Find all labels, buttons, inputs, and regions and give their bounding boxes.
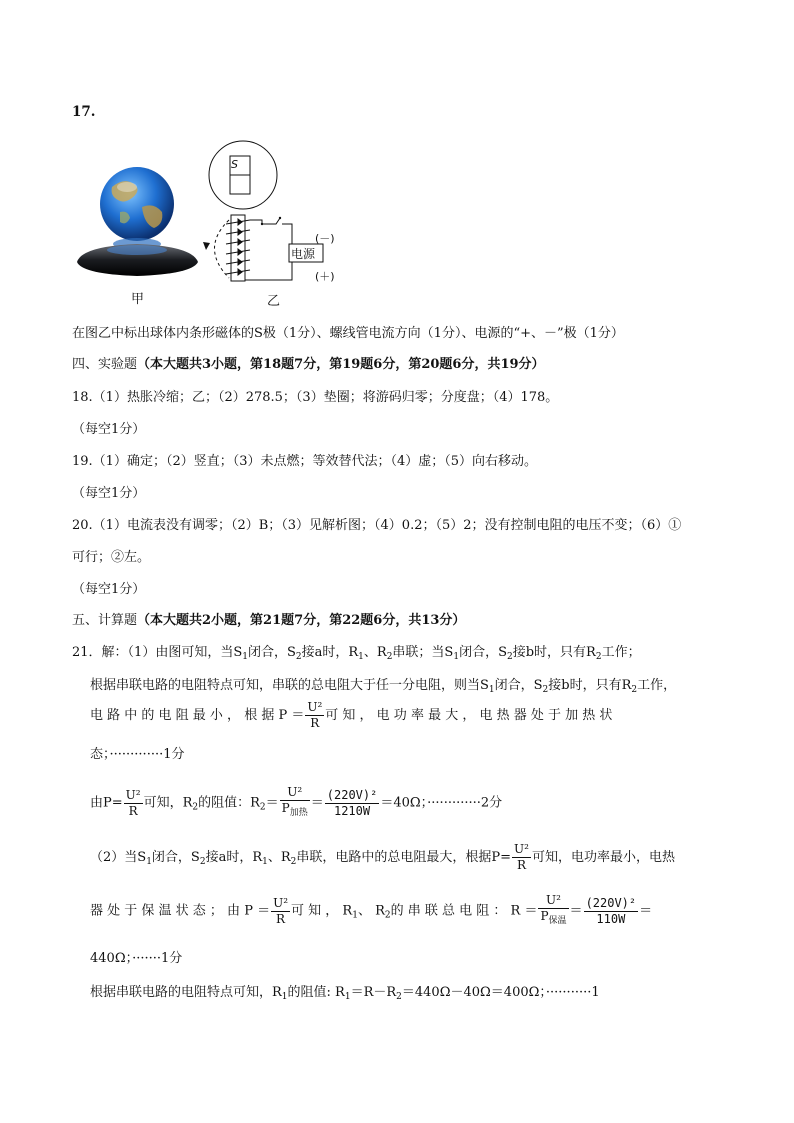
q21-l2-d: 工作， [637,678,677,693]
denominator: R [310,716,320,730]
numerator: (220V)² [585,895,637,910]
fraction-220v-over-110w [584,896,639,927]
section-5-heading [72,612,465,630]
sub: 2 [192,802,199,813]
denominator: R [516,858,526,872]
sub: 1 [488,685,495,695]
fraction-u2-over-r [124,788,143,819]
sub: 2 [199,857,206,867]
p-symbol: P [281,801,290,815]
q21-l1-b: 闭合，S [247,645,296,660]
q21-l9-b: 的阻值: R [287,985,345,1000]
sub: 加热 [289,808,308,818]
fraction-220v-over-1210w [325,788,380,819]
q21-l7-a: 器 处 于 保 温 状 态 ； 由 P ＝ [90,903,271,919]
p-symbol: P [540,909,549,923]
q21-line6 [90,842,675,873]
globe-sphere [100,167,174,241]
pole-label: S [231,158,238,171]
numerator: U² [125,787,141,802]
q21-line4: 态；·············1分 [90,747,185,762]
section-4-detail: （本大题共3小题，第18题7分，第19题6分，第20题6分，共19分） [137,357,545,372]
q19-answer: 19.（1）确定；（2）竖直；（3）未点燃；等效替代法；（4）虚；（5）向右移动。 [72,454,538,469]
sub: 2 [595,652,602,662]
denominator [280,801,310,821]
plus-terminal-label: (＋) [315,270,335,283]
q21-l3-b: 可 知 ， 电 功 率 最 大 ， 电 热 器 处 于 加 热 状 [325,708,613,723]
q21-l9-d: ＝440Ω－40Ω＝400Ω；···········1 [401,985,600,1000]
q19-note: （每空1分） [72,486,146,501]
q21-l1-f: 闭合，S [459,645,507,660]
question-number-17: 17. [72,104,96,120]
section-4-title: 四、实验题 [72,357,138,372]
q21-l2-c: 接b时，只有R [548,678,632,693]
solenoid-circuit-figure [196,138,356,288]
fraction-u2-over-r [305,700,324,731]
q21-l7-d: 的 串 联 总 电 阻 ： R ＝ [390,903,538,919]
q21-l5-b: 可知，R [143,795,193,811]
globe-figure [72,162,204,287]
q21-l6-d: 、R [267,850,291,865]
q21-l6-e: 串联，电路中的总电阻最大，根据P= [296,850,512,865]
sub: 2 [386,652,393,662]
denominator [538,909,568,929]
sub: 保温 [548,916,567,926]
sub: 1 [344,992,351,1002]
sub: 2 [290,857,297,867]
q21-l1-a: 21．解：（1）由图可知，当S [72,645,243,660]
denominator: 110W [596,911,626,926]
numerator: (220V)² [326,787,378,802]
minus-terminal-label: (－) [315,232,335,245]
fraction-u2-over-r [271,896,290,927]
q17-instruction: 在图乙中标出球体内条形磁体的S极（1分）、螺线管电流方向（1分）、电源的“+、－”极（1分） [72,326,624,341]
power-source-label: 电源 [291,247,316,261]
q21-l5-f: ＝40Ω；·············2分 [380,795,503,811]
q21-l1-d: 、R [363,645,387,660]
sub: 1 [242,652,248,662]
sub: 2 [542,685,549,695]
sub: 1 [146,857,152,867]
q21-l9-c: ＝R－R [350,985,397,1000]
figure-label-jia: 甲 [131,292,145,307]
sub: 1 [281,992,288,1002]
q21-line7 [90,893,652,929]
q21-l2-a: 根据串联电路的电阻特点可知，串联的总电阻大于任一分电阻，则当S [90,678,489,693]
sub: 2 [259,802,266,813]
q21-l7-c: 、 R [357,903,385,919]
q21-l6-f: 可知，电功率最小，电热 [531,850,675,865]
q21-l5-e: ＝ [310,795,324,811]
q21-l5-d: ＝ [265,795,279,811]
q21-l9-a: 根据串联电路的电阻特点可知，R [90,985,282,1000]
sub: 2 [384,910,391,921]
fraction-u2-over-pwarm [538,893,568,929]
q21-line1 [72,644,641,666]
sub: 2 [396,992,402,1002]
q18-answer: 18.（1）热胀冷缩；乙；（2）278.5；（3）垫圈；将游码归零；分度盘；（4）178。 [72,390,559,405]
sub: 1 [262,857,268,867]
figure-label-yi: 乙 [267,294,281,309]
q21-l5-a: 由P= [90,795,123,811]
q21-l3-a: 电 路 中 的 电 阻 最 小 ， 根 据 P ＝ [90,708,305,723]
q21-l7-f: ＝ [639,903,653,919]
numerator: U² [280,785,310,801]
q21-line5 [90,785,502,821]
numerator: U² [538,893,568,909]
q21-line3 [90,700,612,731]
q21-l7-e: ＝ [569,903,583,919]
section-4-heading [72,356,545,374]
switch [282,224,292,244]
section-5-title: 五、计算题 [72,613,138,628]
q21-line2 [90,677,676,699]
sub: 1 [358,652,364,662]
q20-note: （每空1分） [72,582,146,597]
fraction-u2-over-pheat [280,785,310,821]
q21-l1-e: 串联；当S [392,645,454,660]
q21-line9 [90,984,600,1006]
q18-note: （每空1分） [72,422,146,437]
sub: 1 [453,652,460,662]
q21-l1-c: 接a时，R [301,645,359,660]
sub: 1 [352,910,358,921]
q21-l6-b: 闭合，S [151,850,200,865]
denominator: R [276,911,286,926]
q20-answer-line1: 20.（1）电流表没有调零；（2）B；（3）见解析图；（4）0.2；（5）2；没有控制电阻的电压不变；（6）① [72,518,682,533]
denominator: 1210W [333,803,371,818]
q21-l5-c: 的阻值：R [198,795,260,811]
q21-l1-h: 工作； [601,645,641,660]
q21-l1-g: 接b时，只有R [512,645,596,660]
numerator: U² [514,842,529,856]
numerator: U² [307,700,323,714]
numerator: U² [273,895,289,910]
q21-l6-a: （2）当S [90,850,147,865]
sub: 2 [631,685,638,695]
denominator: R [128,803,138,818]
q21-l6-c: 接a时，R [205,850,263,865]
sub: 2 [506,652,513,662]
section-5-detail: （本大题共2小题，第21题7分，第22题6分，共13分） [137,613,466,628]
sub: 2 [295,652,302,662]
q21-l7-b: 可 知 ， R [291,903,353,919]
q21-l2-b: 闭合，S [494,678,543,693]
q21-line8: 440Ω；·······1分 [90,951,183,966]
q20-answer-line2: 可行；②左。 [72,550,151,565]
fraction-u2-over-r [512,842,531,873]
